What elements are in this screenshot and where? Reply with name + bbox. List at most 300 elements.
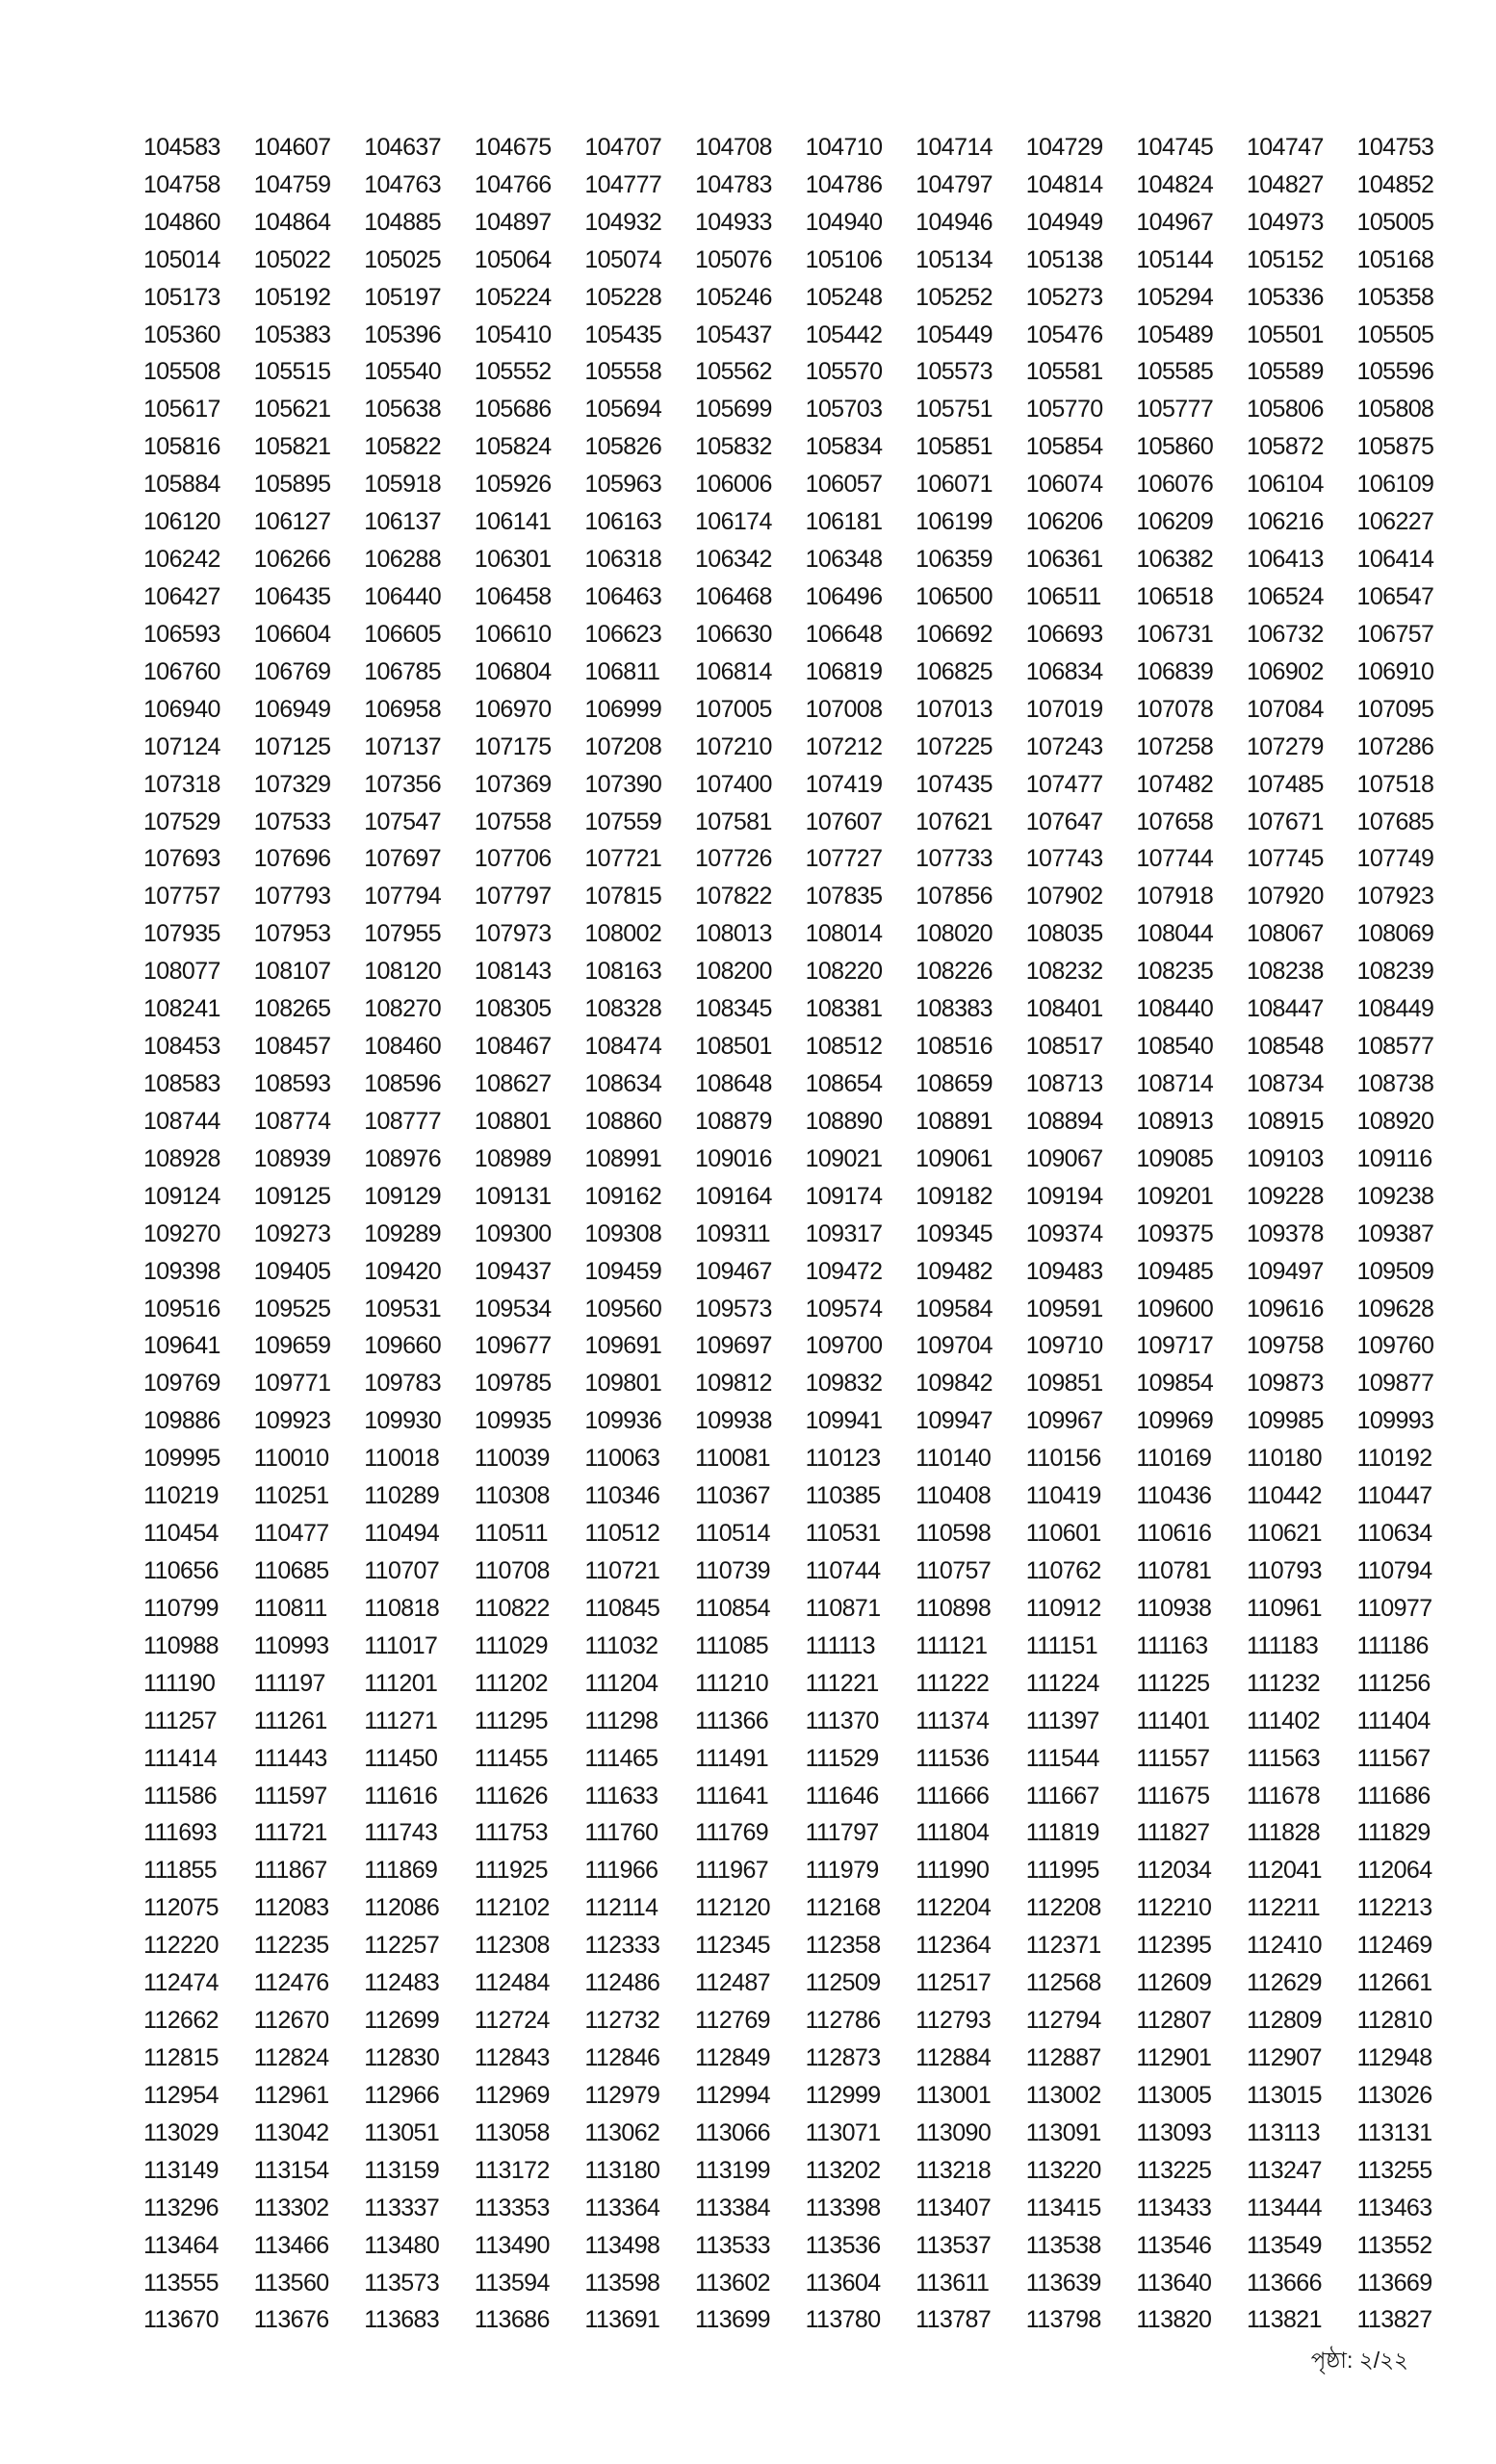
roll-number-cell: 107210 xyxy=(694,732,772,760)
roll-number-cell: 108013 xyxy=(694,920,772,948)
roll-number-cell: 110169 xyxy=(1136,1445,1212,1473)
roll-number-cell: 111769 xyxy=(694,1819,769,1847)
roll-number-cell: 113676 xyxy=(253,2306,329,2334)
roll-number-cell: 109182 xyxy=(916,1182,993,1210)
table-row xyxy=(143,915,1467,953)
roll-number-cell: 112114 xyxy=(584,1894,658,1922)
roll-number-cell: 111261 xyxy=(253,1707,327,1734)
roll-number-cell: 109270 xyxy=(143,1219,220,1247)
roll-number-cell: 107856 xyxy=(916,883,993,911)
roll-number-cell: 108035 xyxy=(1025,920,1103,948)
table-row xyxy=(143,1065,1467,1103)
roll-number-cell: 105963 xyxy=(584,471,662,499)
roll-number-cell: 104824 xyxy=(1136,170,1214,198)
roll-number-cell: 113611 xyxy=(916,2269,990,2297)
roll-number-cell: 105197 xyxy=(364,283,442,311)
roll-number-cell: 110454 xyxy=(143,1520,219,1548)
roll-number-cell: 106435 xyxy=(253,583,331,611)
roll-number-cell: 107706 xyxy=(474,845,552,873)
roll-number-cell: 112509 xyxy=(805,1969,881,1997)
roll-number-cell: 106814 xyxy=(694,657,772,685)
roll-number-cell: 110385 xyxy=(805,1482,881,1510)
roll-number-cell: 107935 xyxy=(143,920,220,948)
roll-number-cell: 109300 xyxy=(474,1219,552,1247)
roll-number-cell: 109534 xyxy=(474,1295,552,1322)
roll-number-cell: 106361 xyxy=(1025,546,1103,574)
roll-number-cell: 105832 xyxy=(694,433,772,461)
roll-number-cell: 108067 xyxy=(1246,920,1324,948)
roll-number-cell: 111295 xyxy=(474,1707,548,1734)
roll-number-cell: 109472 xyxy=(805,1257,883,1285)
roll-number-cell: 107477 xyxy=(1025,770,1103,798)
roll-number-cell: 113159 xyxy=(364,2156,440,2184)
roll-number-cell: 107835 xyxy=(805,883,883,911)
roll-number-cell: 112810 xyxy=(1356,2007,1432,2035)
roll-number-cell: 106500 xyxy=(916,583,993,611)
roll-number-cell: 112954 xyxy=(143,2081,219,2109)
roll-number-cell: 107518 xyxy=(1356,770,1434,798)
roll-number-cell: 104933 xyxy=(694,208,772,236)
roll-number-cell: 112476 xyxy=(253,1969,329,1997)
roll-number-cell: 112979 xyxy=(584,2081,660,2109)
roll-number-cell: 111113 xyxy=(805,1631,875,1659)
roll-number-cell: 108449 xyxy=(1356,995,1434,1023)
roll-number-cell: 108453 xyxy=(143,1033,220,1061)
roll-number-cell: 106440 xyxy=(364,583,442,611)
roll-number-cell: 106413 xyxy=(1246,546,1324,574)
roll-number-cell: 106839 xyxy=(1136,657,1214,685)
roll-number-cell: 111753 xyxy=(474,1819,548,1847)
roll-number-cell: 113604 xyxy=(805,2269,881,2297)
roll-number-cell: 113466 xyxy=(253,2231,329,2259)
roll-number-cell: 107721 xyxy=(584,845,662,873)
roll-number-cell: 105822 xyxy=(364,433,442,461)
roll-number-cell: 112308 xyxy=(474,1932,550,1960)
roll-number-cell: 108915 xyxy=(1246,1107,1324,1135)
roll-number-cell: 107727 xyxy=(805,845,883,873)
roll-number-cell: 111186 xyxy=(1356,1631,1429,1659)
roll-number-cell: 105699 xyxy=(694,396,772,424)
roll-number-cell: 109704 xyxy=(916,1332,993,1360)
roll-number-cell: 109873 xyxy=(1246,1370,1324,1398)
roll-number-cell: 108200 xyxy=(694,958,772,986)
roll-number-cell: 108713 xyxy=(1025,1070,1103,1097)
roll-number-cell: 104729 xyxy=(1025,133,1103,161)
roll-number-cell: 111567 xyxy=(1356,1744,1431,1772)
roll-number-cell: 111201 xyxy=(364,1669,438,1697)
roll-number-cell: 113337 xyxy=(364,2194,440,2221)
roll-number-cell: 106940 xyxy=(143,695,220,723)
roll-number-cell: 111202 xyxy=(474,1669,548,1697)
roll-number-cell: 107794 xyxy=(364,883,442,911)
roll-number-cell: 113787 xyxy=(916,2306,992,2334)
roll-number-cell: 112815 xyxy=(143,2043,219,2071)
roll-number-cell: 104864 xyxy=(253,208,331,236)
roll-number-cell: 107400 xyxy=(694,770,772,798)
roll-number-cell: 112699 xyxy=(364,2007,440,2035)
roll-number-cell: 106163 xyxy=(584,508,662,536)
roll-number-cell: 107482 xyxy=(1136,770,1214,798)
roll-number-cell: 110621 xyxy=(1246,1520,1322,1548)
roll-number-cell: 110018 xyxy=(364,1445,440,1473)
roll-number-cell: 110961 xyxy=(1246,1594,1322,1622)
roll-number-cell: 105449 xyxy=(916,321,993,348)
roll-number-cell: 105106 xyxy=(805,245,883,273)
roll-number-cell: 111797 xyxy=(805,1819,879,1847)
roll-number-cell: 111678 xyxy=(1246,1782,1321,1810)
roll-number-cell: 113225 xyxy=(1136,2156,1212,2184)
roll-number-cell: 105854 xyxy=(1025,433,1103,461)
roll-number-cell: 111536 xyxy=(916,1744,990,1772)
roll-number-cell: 107095 xyxy=(1356,695,1434,723)
roll-number-cell: 113042 xyxy=(253,2118,329,2146)
roll-number-cell: 106511 xyxy=(1025,583,1101,611)
roll-number-cell: 109700 xyxy=(805,1332,883,1360)
roll-number-cell: 111855 xyxy=(143,1857,218,1885)
roll-number-cell: 113066 xyxy=(694,2118,770,2146)
roll-number-cell: 107318 xyxy=(143,770,220,798)
roll-number-cell: 113090 xyxy=(916,2118,992,2146)
roll-number-cell: 112884 xyxy=(916,2043,992,2071)
table-row xyxy=(143,878,1467,915)
roll-number-cell: 106949 xyxy=(253,695,331,723)
roll-number-cell: 104885 xyxy=(364,208,442,236)
roll-number-cell: 111232 xyxy=(1246,1669,1321,1697)
roll-number-cell: 105806 xyxy=(1246,396,1324,424)
roll-number-cell: 112887 xyxy=(1025,2043,1101,2071)
roll-number-cell: 110799 xyxy=(143,1594,219,1622)
roll-number-cell: 107137 xyxy=(364,732,442,760)
roll-number-cell: 109717 xyxy=(1136,1332,1214,1360)
roll-number-cell: 109947 xyxy=(916,1407,993,1435)
roll-number-cell: 104753 xyxy=(1356,133,1434,161)
roll-number-cell: 113026 xyxy=(1356,2081,1432,2109)
roll-number-cell: 105076 xyxy=(694,245,772,273)
roll-number-cell: 110898 xyxy=(916,1594,992,1622)
roll-number-cell: 113220 xyxy=(1025,2156,1101,2184)
roll-number-cell: 113172 xyxy=(474,2156,550,2184)
roll-number-cell: 109812 xyxy=(694,1370,772,1398)
roll-number-cell: 109125 xyxy=(253,1182,331,1210)
roll-number-cell: 109854 xyxy=(1136,1370,1214,1398)
roll-number-cell: 110367 xyxy=(694,1482,770,1510)
roll-number-cell: 109482 xyxy=(916,1257,993,1285)
roll-number-cell: 109660 xyxy=(364,1332,442,1360)
roll-number-cell: 106141 xyxy=(474,508,552,536)
roll-number-cell: 112793 xyxy=(916,2007,992,2035)
roll-number-cell: 107749 xyxy=(1356,845,1434,873)
roll-number-cell: 111967 xyxy=(694,1857,769,1885)
roll-number-cell: 113180 xyxy=(584,2156,660,2184)
roll-number-cell: 105168 xyxy=(1356,245,1434,273)
roll-number-cell: 113071 xyxy=(805,2118,881,2146)
table-row xyxy=(143,1665,1467,1703)
roll-number-cell: 105396 xyxy=(364,321,442,348)
roll-number-cell: 108107 xyxy=(253,958,331,986)
roll-number-cell: 108241 xyxy=(143,995,220,1023)
roll-number-cell: 105252 xyxy=(916,283,993,311)
table-row xyxy=(143,1590,1467,1628)
roll-number-cell: 106382 xyxy=(1136,546,1214,574)
roll-number-cell: 109061 xyxy=(916,1144,993,1172)
roll-number-cell: 107243 xyxy=(1025,732,1103,760)
roll-number-cell: 106458 xyxy=(474,583,552,611)
roll-number-cell: 109485 xyxy=(1136,1257,1214,1285)
roll-number-cell: 110192 xyxy=(1356,1445,1432,1473)
roll-number-cell: 105926 xyxy=(474,471,552,499)
roll-number-cell: 105437 xyxy=(694,321,772,348)
roll-number-cell: 112873 xyxy=(805,2043,881,2071)
roll-number-cell: 112724 xyxy=(474,2007,550,2035)
roll-number-cell: 111646 xyxy=(805,1782,879,1810)
roll-number-cell: 110762 xyxy=(1025,1556,1101,1584)
roll-number-cell: 107258 xyxy=(1136,732,1214,760)
roll-number-cell: 107559 xyxy=(584,808,662,835)
table-row xyxy=(143,1328,1467,1366)
roll-number-cell: 108540 xyxy=(1136,1033,1214,1061)
roll-number-cell: 109129 xyxy=(364,1182,442,1210)
roll-number-cell: 110993 xyxy=(253,1631,329,1659)
table-row xyxy=(143,654,1467,691)
roll-number-cell: 108744 xyxy=(143,1107,220,1135)
roll-number-cell: 110871 xyxy=(805,1594,881,1622)
roll-number-cell: 107078 xyxy=(1136,695,1214,723)
roll-number-cell: 111544 xyxy=(1025,1744,1099,1772)
roll-number-cell: 112824 xyxy=(253,2043,329,2071)
table-row xyxy=(143,2077,1467,2115)
roll-number-cell: 112086 xyxy=(364,1894,440,1922)
roll-number-cell: 105192 xyxy=(253,283,331,311)
roll-number-cell: 105489 xyxy=(1136,321,1214,348)
roll-number-cell: 106463 xyxy=(584,583,662,611)
roll-number-cell: 105246 xyxy=(694,283,772,311)
roll-number-cell: 105581 xyxy=(1025,358,1103,386)
roll-number-cell: 105751 xyxy=(916,396,993,424)
roll-number-cell: 113433 xyxy=(1136,2194,1212,2221)
roll-number-cell: 111869 xyxy=(364,1857,438,1885)
roll-number-cell: 111443 xyxy=(253,1744,327,1772)
table-row xyxy=(143,1365,1467,1402)
roll-number-cell: 106301 xyxy=(474,546,552,574)
roll-number-cell: 105144 xyxy=(1136,245,1214,273)
roll-number-cell: 109574 xyxy=(805,1295,883,1322)
roll-number-cell: 110721 xyxy=(584,1556,660,1584)
roll-number-cell: 112483 xyxy=(364,1969,440,1997)
roll-number-cell: 105005 xyxy=(1356,208,1434,236)
table-row xyxy=(143,1889,1467,1927)
table-row xyxy=(143,578,1467,616)
roll-number-cell: 104827 xyxy=(1246,170,1324,198)
roll-number-cell: 106910 xyxy=(1356,657,1434,685)
roll-number-cell: 111990 xyxy=(916,1857,990,1885)
roll-number-cell: 111204 xyxy=(584,1669,658,1697)
roll-number-cell: 109311 xyxy=(694,1219,770,1247)
roll-number-cell: 113154 xyxy=(253,2156,329,2184)
roll-number-cell: 108467 xyxy=(474,1033,552,1061)
roll-number-cell: 105808 xyxy=(1356,396,1434,424)
roll-number-cell: 113555 xyxy=(143,2269,219,2297)
roll-number-cell: 107955 xyxy=(364,920,442,948)
roll-number-cell: 109641 xyxy=(143,1332,220,1360)
roll-number-cell: 108232 xyxy=(1025,958,1103,986)
roll-number-cell: 110063 xyxy=(584,1445,660,1473)
roll-number-cell: 110436 xyxy=(1136,1482,1212,1510)
roll-number-cell: 112371 xyxy=(1025,1932,1101,1960)
table-row xyxy=(143,1515,1467,1553)
roll-number-cell: 105821 xyxy=(253,433,331,461)
roll-number-cell: 104607 xyxy=(253,133,331,161)
roll-number-cell: 113093 xyxy=(1136,2118,1212,2146)
roll-number-cell: 110598 xyxy=(916,1520,992,1548)
roll-number-cell: 105895 xyxy=(253,471,331,499)
roll-number-cell: 113415 xyxy=(1025,2194,1101,2221)
roll-number-cell: 110531 xyxy=(805,1520,881,1548)
roll-number-cell: 108447 xyxy=(1246,995,1324,1023)
roll-number-cell: 110634 xyxy=(1356,1520,1432,1548)
roll-number-cell: 113639 xyxy=(1025,2269,1101,2297)
roll-number-cell: 107558 xyxy=(474,808,552,835)
roll-number-cell: 113384 xyxy=(694,2194,770,2221)
roll-number-cell: 112907 xyxy=(1246,2043,1322,2071)
roll-number-cell: 104710 xyxy=(805,133,883,161)
table-row xyxy=(143,2301,1467,2339)
table-row xyxy=(143,167,1467,204)
roll-number-cell: 104637 xyxy=(364,133,442,161)
roll-number-cell: 109616 xyxy=(1246,1295,1324,1322)
roll-number-cell: 104766 xyxy=(474,170,552,198)
table-row xyxy=(143,1553,1467,1590)
roll-number-cell: 107671 xyxy=(1246,808,1324,835)
roll-number-cell: 104946 xyxy=(916,208,993,236)
table-row xyxy=(143,1814,1467,1852)
roll-number-cell: 112517 xyxy=(916,1969,992,1997)
table-row xyxy=(143,2265,1467,2302)
roll-number-cell: 111085 xyxy=(694,1631,769,1659)
roll-number-cell: 113058 xyxy=(474,2118,550,2146)
roll-number-cell: 109398 xyxy=(143,1257,220,1285)
roll-number-cell: 110818 xyxy=(364,1594,440,1622)
roll-number-cell: 109164 xyxy=(694,1182,772,1210)
roll-number-cell: 105410 xyxy=(474,321,552,348)
roll-number-cell: 110938 xyxy=(1136,1594,1212,1622)
roll-number-cell: 107793 xyxy=(253,883,331,911)
roll-number-cell: 107797 xyxy=(474,883,552,911)
roll-number-cell: 106206 xyxy=(1025,508,1103,536)
roll-number-cell: 113398 xyxy=(805,2194,881,2221)
roll-number-cell: 110442 xyxy=(1246,1482,1322,1510)
table-row xyxy=(143,616,1467,654)
roll-number-cell: 109935 xyxy=(474,1407,552,1435)
roll-number-cell: 104714 xyxy=(916,133,993,161)
roll-number-cell: 112075 xyxy=(143,1894,219,1922)
roll-number-cell: 109308 xyxy=(584,1219,662,1247)
roll-number-cell: 107815 xyxy=(584,883,662,911)
roll-number-cell: 113821 xyxy=(1246,2306,1322,2334)
roll-number-cell: 113549 xyxy=(1246,2231,1322,2259)
roll-number-cell: 105501 xyxy=(1246,321,1324,348)
table-row xyxy=(143,1477,1467,1515)
roll-number-cell: 110180 xyxy=(1246,1445,1322,1473)
roll-number-cell: 105228 xyxy=(584,283,662,311)
roll-number-cell: 108738 xyxy=(1356,1070,1434,1097)
roll-number-cell: 108913 xyxy=(1136,1107,1214,1135)
roll-number-cell: 112204 xyxy=(916,1894,992,1922)
roll-number-cell: 109467 xyxy=(694,1257,772,1285)
roll-number-cell: 109317 xyxy=(805,1219,883,1247)
roll-number-cell: 112609 xyxy=(1136,1969,1212,1997)
roll-number-cell: 105585 xyxy=(1136,358,1214,386)
roll-number-cell: 109584 xyxy=(916,1295,993,1322)
roll-number-cell: 109677 xyxy=(474,1332,552,1360)
roll-number-cell: 111397 xyxy=(1025,1707,1099,1734)
roll-number-cell: 109531 xyxy=(364,1295,442,1322)
roll-number-cell: 105589 xyxy=(1246,358,1324,386)
table-row xyxy=(143,691,1467,729)
roll-number-cell: 107356 xyxy=(364,770,442,798)
roll-number-cell: 108239 xyxy=(1356,958,1434,986)
roll-number-cell: 108860 xyxy=(584,1107,662,1135)
roll-number-cell: 109985 xyxy=(1246,1407,1324,1435)
roll-number-cell: 104852 xyxy=(1356,170,1434,198)
roll-number-cell: 107013 xyxy=(916,695,993,723)
roll-number-cell: 108020 xyxy=(916,920,993,948)
roll-number-cell: 106804 xyxy=(474,657,552,685)
roll-number-cell: 104797 xyxy=(916,170,993,198)
roll-number-cell: 111017 xyxy=(364,1631,438,1659)
roll-number-cell: 110514 xyxy=(694,1520,770,1548)
roll-number-cell: 107019 xyxy=(1025,695,1103,723)
roll-number-cell: 111597 xyxy=(253,1782,327,1810)
roll-number-cell: 113407 xyxy=(916,2194,992,2221)
roll-number-cell: 111819 xyxy=(1025,1819,1099,1847)
roll-number-cell: 109842 xyxy=(916,1370,993,1398)
roll-number-cell: 106427 xyxy=(143,583,220,611)
roll-number-cell: 108989 xyxy=(474,1144,552,1172)
roll-number-cell: 113247 xyxy=(1246,2156,1322,2184)
roll-number-cell: 109938 xyxy=(694,1407,772,1435)
roll-number-cell: 105476 xyxy=(1025,321,1103,348)
roll-number-cell: 113051 xyxy=(364,2118,440,2146)
roll-number-cell: 112961 xyxy=(253,2081,329,2109)
roll-number-cell: 106547 xyxy=(1356,583,1434,611)
roll-number-cell: 112769 xyxy=(694,2007,770,2035)
roll-number-cell: 109021 xyxy=(805,1144,883,1172)
roll-number-cell: 106834 xyxy=(1025,657,1103,685)
table-row xyxy=(143,466,1467,503)
roll-number-cell: 109967 xyxy=(1025,1407,1103,1435)
roll-number-cell: 104949 xyxy=(1025,208,1103,236)
roll-number-cell: 104707 xyxy=(584,133,662,161)
table-row xyxy=(143,503,1467,541)
roll-number-cell: 108457 xyxy=(253,1033,331,1061)
table-row xyxy=(143,953,1467,990)
roll-number-cell: 109162 xyxy=(584,1182,662,1210)
roll-number-cell: 112102 xyxy=(474,1894,550,1922)
roll-number-cell: 108517 xyxy=(1025,1033,1103,1061)
roll-number-cell: 109832 xyxy=(805,1370,883,1398)
roll-number-cell: 113552 xyxy=(1356,2231,1432,2259)
roll-number-cell: 106958 xyxy=(364,695,442,723)
roll-number-cell: 109697 xyxy=(694,1332,772,1360)
roll-number-cell: 106227 xyxy=(1356,508,1434,536)
roll-number-cell: 111450 xyxy=(364,1744,438,1772)
roll-number-cell: 109174 xyxy=(805,1182,883,1210)
roll-number-cell: 109691 xyxy=(584,1332,662,1360)
roll-number-cell: 111032 xyxy=(584,1631,658,1659)
roll-number-cell: 104745 xyxy=(1136,133,1214,161)
roll-number-cell: 113255 xyxy=(1356,2156,1432,2184)
roll-number-cell: 108548 xyxy=(1246,1033,1324,1061)
